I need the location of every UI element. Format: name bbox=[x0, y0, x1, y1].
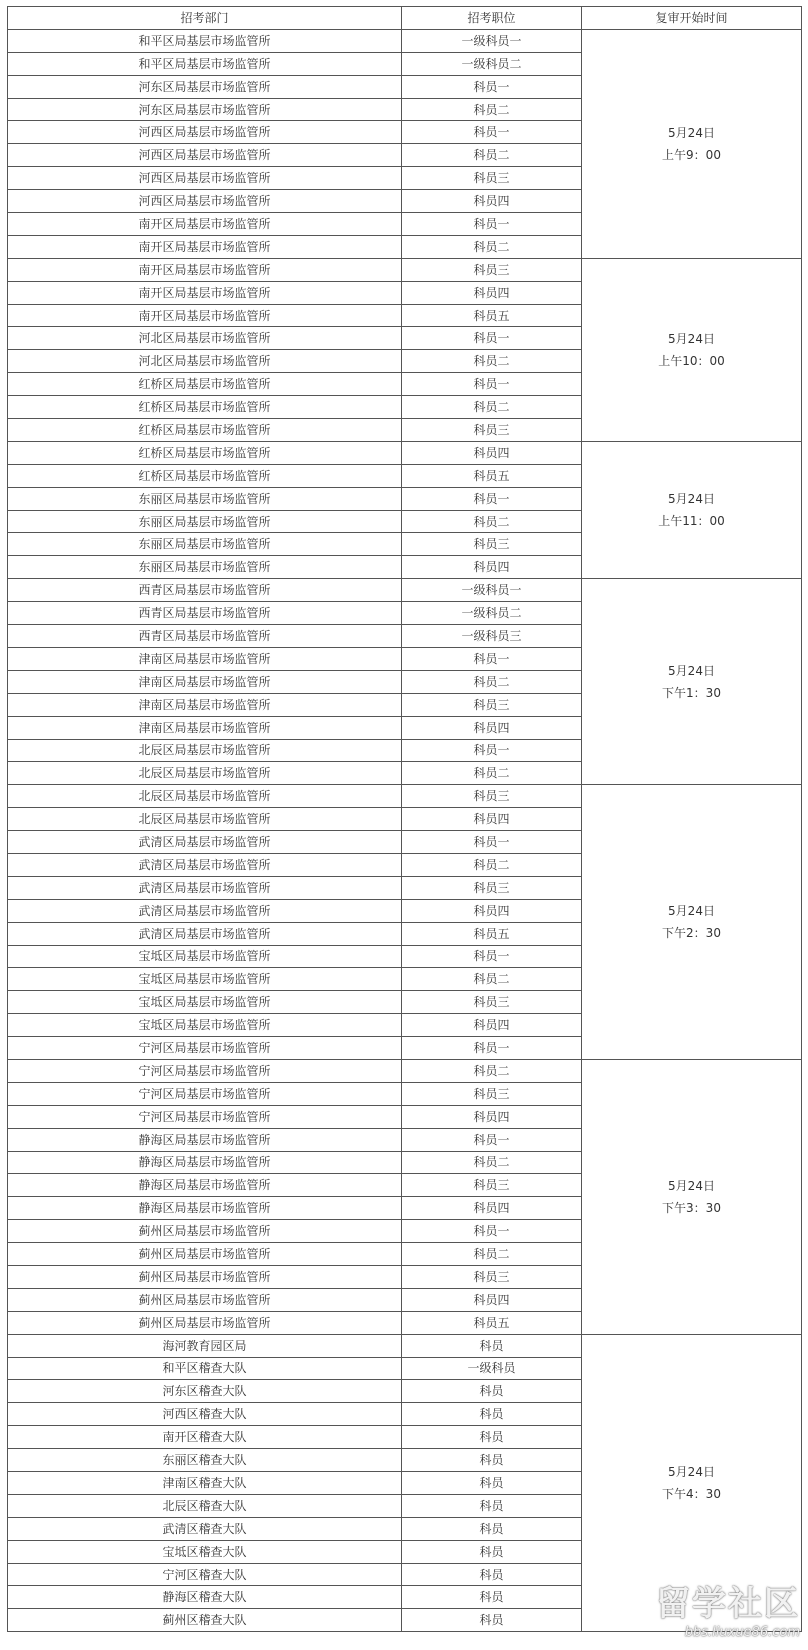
position-cell: 科员一 bbox=[402, 1037, 582, 1060]
position-cell: 一级科员一 bbox=[402, 579, 582, 602]
position-cell: 一级科员二 bbox=[402, 602, 582, 625]
time-clock: 上午11：00 bbox=[658, 514, 725, 529]
time-clock: 下午1：30 bbox=[662, 685, 721, 700]
position-cell: 科员四 bbox=[402, 899, 582, 922]
dept-cell: 红桥区局基层市场监管所 bbox=[8, 396, 402, 419]
position-cell: 科员四 bbox=[402, 190, 582, 213]
position-cell: 科员 bbox=[402, 1517, 582, 1540]
watermark-url: bbs.liuxue86.com bbox=[684, 1625, 800, 1640]
dept-cell: 东丽区局基层市场监管所 bbox=[8, 487, 402, 510]
position-cell: 科员四 bbox=[402, 808, 582, 831]
dept-cell: 宁河区稽查大队 bbox=[8, 1563, 402, 1586]
dept-cell: 东丽区局基层市场监管所 bbox=[8, 556, 402, 579]
dept-cell: 南开区局基层市场监管所 bbox=[8, 304, 402, 327]
time-date: 5月24日 bbox=[668, 492, 715, 507]
time-date: 5月24日 bbox=[668, 1178, 715, 1193]
dept-cell: 津南区局基层市场监管所 bbox=[8, 716, 402, 739]
dept-cell: 河西区稽查大队 bbox=[8, 1403, 402, 1426]
position-cell: 科员四 bbox=[402, 1014, 582, 1037]
dept-cell: 东丽区局基层市场监管所 bbox=[8, 533, 402, 556]
dept-cell: 北辰区局基层市场监管所 bbox=[8, 808, 402, 831]
table-row bbox=[8, 1334, 802, 1357]
dept-cell: 和平区稽查大队 bbox=[8, 1357, 402, 1380]
time-date: 5月24日 bbox=[668, 904, 715, 919]
dept-cell: 南开区局基层市场监管所 bbox=[8, 281, 402, 304]
position-cell: 科员 bbox=[402, 1563, 582, 1586]
position-cell: 科员二 bbox=[402, 670, 582, 693]
position-cell: 科员二 bbox=[402, 98, 582, 121]
position-cell: 一级科员二 bbox=[402, 52, 582, 75]
dept-cell: 南开区稽查大队 bbox=[8, 1426, 402, 1449]
position-cell: 科员一 bbox=[402, 213, 582, 236]
table-row bbox=[8, 29, 802, 52]
table-row bbox=[8, 579, 802, 602]
dept-cell: 河东区稽查大队 bbox=[8, 1380, 402, 1403]
schedule-body bbox=[8, 29, 802, 1631]
position-cell: 科员四 bbox=[402, 1288, 582, 1311]
dept-cell: 蓟州区局基层市场监管所 bbox=[8, 1288, 402, 1311]
position-cell: 科员三 bbox=[402, 419, 582, 442]
position-cell: 科员三 bbox=[402, 785, 582, 808]
position-cell: 科员四 bbox=[402, 1197, 582, 1220]
dept-cell: 武清区局基层市场监管所 bbox=[8, 876, 402, 899]
position-cell: 科员三 bbox=[402, 533, 582, 556]
position-cell: 科员二 bbox=[402, 510, 582, 533]
table-row bbox=[8, 1059, 802, 1082]
dept-cell: 红桥区局基层市场监管所 bbox=[8, 373, 402, 396]
time-clock: 上午10：00 bbox=[658, 353, 725, 368]
dept-cell: 蓟州区局基层市场监管所 bbox=[8, 1311, 402, 1334]
position-cell: 科员四 bbox=[402, 716, 582, 739]
dept-cell: 静海区局基层市场监管所 bbox=[8, 1174, 402, 1197]
dept-cell: 东丽区稽查大队 bbox=[8, 1449, 402, 1472]
position-cell: 科员一 bbox=[402, 1128, 582, 1151]
header-position: 招考职位 bbox=[402, 7, 582, 30]
dept-cell: 武清区局基层市场监管所 bbox=[8, 922, 402, 945]
position-cell: 科员 bbox=[402, 1380, 582, 1403]
dept-cell: 北辰区局基层市场监管所 bbox=[8, 785, 402, 808]
position-cell: 科员三 bbox=[402, 876, 582, 899]
time-cell bbox=[582, 579, 802, 785]
schedule-table bbox=[7, 6, 802, 1632]
position-cell: 科员 bbox=[402, 1472, 582, 1495]
table-row bbox=[8, 441, 802, 464]
position-cell: 科员五 bbox=[402, 304, 582, 327]
dept-cell: 蓟州区局基层市场监管所 bbox=[8, 1265, 402, 1288]
position-cell: 科员一 bbox=[402, 327, 582, 350]
position-cell: 科员一 bbox=[402, 487, 582, 510]
dept-cell: 津南区稽查大队 bbox=[8, 1472, 402, 1495]
dept-cell: 武清区局基层市场监管所 bbox=[8, 899, 402, 922]
position-cell: 科员三 bbox=[402, 258, 582, 281]
position-cell: 科员一 bbox=[402, 373, 582, 396]
header-row bbox=[8, 7, 802, 30]
dept-cell: 南开区局基层市场监管所 bbox=[8, 258, 402, 281]
dept-cell: 红桥区局基层市场监管所 bbox=[8, 419, 402, 442]
time-cell bbox=[582, 785, 802, 1060]
dept-cell: 和平区局基层市场监管所 bbox=[8, 52, 402, 75]
dept-cell: 武清区稽查大队 bbox=[8, 1517, 402, 1540]
dept-cell: 蓟州区局基层市场监管所 bbox=[8, 1220, 402, 1243]
dept-cell: 南开区局基层市场监管所 bbox=[8, 235, 402, 258]
dept-cell: 海河教育园区局 bbox=[8, 1334, 402, 1357]
table-row bbox=[8, 258, 802, 281]
dept-cell: 和平区局基层市场监管所 bbox=[8, 29, 402, 52]
dept-cell: 河北区局基层市场监管所 bbox=[8, 350, 402, 373]
dept-cell: 武清区局基层市场监管所 bbox=[8, 853, 402, 876]
dept-cell: 武清区局基层市场监管所 bbox=[8, 831, 402, 854]
position-cell: 科员二 bbox=[402, 968, 582, 991]
time-date: 5月24日 bbox=[668, 125, 715, 140]
position-cell: 科员二 bbox=[402, 1059, 582, 1082]
time-cell bbox=[582, 258, 802, 441]
dept-cell: 河北区局基层市场监管所 bbox=[8, 327, 402, 350]
dept-cell: 红桥区局基层市场监管所 bbox=[8, 464, 402, 487]
time-date: 5月24日 bbox=[668, 1464, 715, 1479]
dept-cell: 河东区局基层市场监管所 bbox=[8, 75, 402, 98]
position-cell: 科员一 bbox=[402, 121, 582, 144]
dept-cell: 宝坻区局基层市场监管所 bbox=[8, 1014, 402, 1037]
dept-cell: 静海区局基层市场监管所 bbox=[8, 1197, 402, 1220]
time-clock: 下午2：30 bbox=[662, 926, 721, 941]
watermark bbox=[656, 1576, 800, 1640]
dept-cell: 宝坻区局基层市场监管所 bbox=[8, 968, 402, 991]
position-cell: 科员 bbox=[402, 1609, 582, 1632]
dept-cell: 西青区局基层市场监管所 bbox=[8, 579, 402, 602]
dept-cell: 静海区局基层市场监管所 bbox=[8, 1151, 402, 1174]
position-cell: 科员二 bbox=[402, 144, 582, 167]
dept-cell: 宁河区局基层市场监管所 bbox=[8, 1105, 402, 1128]
position-cell: 科员二 bbox=[402, 1243, 582, 1266]
dept-cell: 宝坻区局基层市场监管所 bbox=[8, 945, 402, 968]
position-cell: 一级科员一 bbox=[402, 29, 582, 52]
time-cell bbox=[582, 441, 802, 578]
position-cell: 科员五 bbox=[402, 464, 582, 487]
dept-cell: 蓟州区稽查大队 bbox=[8, 1609, 402, 1632]
position-cell: 科员一 bbox=[402, 75, 582, 98]
position-cell: 科员四 bbox=[402, 1105, 582, 1128]
dept-cell: 北辰区局基层市场监管所 bbox=[8, 762, 402, 785]
time-cell bbox=[582, 1059, 802, 1334]
dept-cell: 津南区局基层市场监管所 bbox=[8, 670, 402, 693]
position-cell: 科员 bbox=[402, 1540, 582, 1563]
dept-cell: 宁河区局基层市场监管所 bbox=[8, 1082, 402, 1105]
dept-cell: 宁河区局基层市场监管所 bbox=[8, 1059, 402, 1082]
position-cell: 科员二 bbox=[402, 396, 582, 419]
position-cell: 科员三 bbox=[402, 1082, 582, 1105]
position-cell: 科员 bbox=[402, 1586, 582, 1609]
position-cell: 科员三 bbox=[402, 167, 582, 190]
position-cell: 科员四 bbox=[402, 441, 582, 464]
dept-cell: 静海区稽查大队 bbox=[8, 1586, 402, 1609]
position-cell: 科员五 bbox=[402, 1311, 582, 1334]
table-row bbox=[8, 785, 802, 808]
dept-cell: 西青区局基层市场监管所 bbox=[8, 602, 402, 625]
dept-cell: 河东区局基层市场监管所 bbox=[8, 98, 402, 121]
position-cell: 科员五 bbox=[402, 922, 582, 945]
position-cell: 科员二 bbox=[402, 762, 582, 785]
dept-cell: 津南区局基层市场监管所 bbox=[8, 693, 402, 716]
time-clock: 上午9：00 bbox=[662, 147, 721, 162]
dept-cell: 津南区局基层市场监管所 bbox=[8, 647, 402, 670]
dept-cell: 河西区局基层市场监管所 bbox=[8, 121, 402, 144]
dept-cell: 宝坻区稽查大队 bbox=[8, 1540, 402, 1563]
dept-cell: 宝坻区局基层市场监管所 bbox=[8, 991, 402, 1014]
position-cell: 科员四 bbox=[402, 556, 582, 579]
position-cell: 科员 bbox=[402, 1426, 582, 1449]
position-cell: 科员 bbox=[402, 1334, 582, 1357]
position-cell: 科员二 bbox=[402, 1151, 582, 1174]
header-dept: 招考部门 bbox=[8, 7, 402, 30]
dept-cell: 红桥区局基层市场监管所 bbox=[8, 441, 402, 464]
time-cell bbox=[582, 29, 802, 258]
position-cell: 科员一 bbox=[402, 831, 582, 854]
dept-cell: 东丽区局基层市场监管所 bbox=[8, 510, 402, 533]
position-cell: 科员二 bbox=[402, 350, 582, 373]
position-cell: 科员 bbox=[402, 1494, 582, 1517]
dept-cell: 宁河区局基层市场监管所 bbox=[8, 1037, 402, 1060]
position-cell: 科员一 bbox=[402, 647, 582, 670]
dept-cell: 北辰区局基层市场监管所 bbox=[8, 739, 402, 762]
position-cell: 科员三 bbox=[402, 693, 582, 716]
position-cell: 科员二 bbox=[402, 235, 582, 258]
position-cell: 科员一 bbox=[402, 739, 582, 762]
position-cell: 科员三 bbox=[402, 991, 582, 1014]
dept-cell: 河西区局基层市场监管所 bbox=[8, 144, 402, 167]
position-cell: 科员二 bbox=[402, 853, 582, 876]
time-clock: 下午4：30 bbox=[662, 1486, 721, 1501]
time-clock: 下午3：30 bbox=[662, 1200, 721, 1215]
position-cell: 科员三 bbox=[402, 1174, 582, 1197]
position-cell: 科员三 bbox=[402, 1265, 582, 1288]
dept-cell: 南开区局基层市场监管所 bbox=[8, 213, 402, 236]
watermark-logo: 留学社区 bbox=[656, 1584, 800, 1624]
dept-cell: 河西区局基层市场监管所 bbox=[8, 167, 402, 190]
dept-cell: 静海区局基层市场监管所 bbox=[8, 1128, 402, 1151]
dept-cell: 北辰区稽查大队 bbox=[8, 1494, 402, 1517]
time-date: 5月24日 bbox=[668, 663, 715, 678]
position-cell: 科员一 bbox=[402, 945, 582, 968]
dept-cell: 蓟州区局基层市场监管所 bbox=[8, 1243, 402, 1266]
dept-cell: 河西区局基层市场监管所 bbox=[8, 190, 402, 213]
position-cell: 科员 bbox=[402, 1449, 582, 1472]
position-cell: 一级科员三 bbox=[402, 625, 582, 648]
position-cell: 科员 bbox=[402, 1403, 582, 1426]
position-cell: 一级科员 bbox=[402, 1357, 582, 1380]
dept-cell: 西青区局基层市场监管所 bbox=[8, 625, 402, 648]
position-cell: 科员四 bbox=[402, 281, 582, 304]
time-date: 5月24日 bbox=[668, 331, 715, 346]
header-time: 复审开始时间 bbox=[582, 7, 802, 30]
position-cell: 科员一 bbox=[402, 1220, 582, 1243]
